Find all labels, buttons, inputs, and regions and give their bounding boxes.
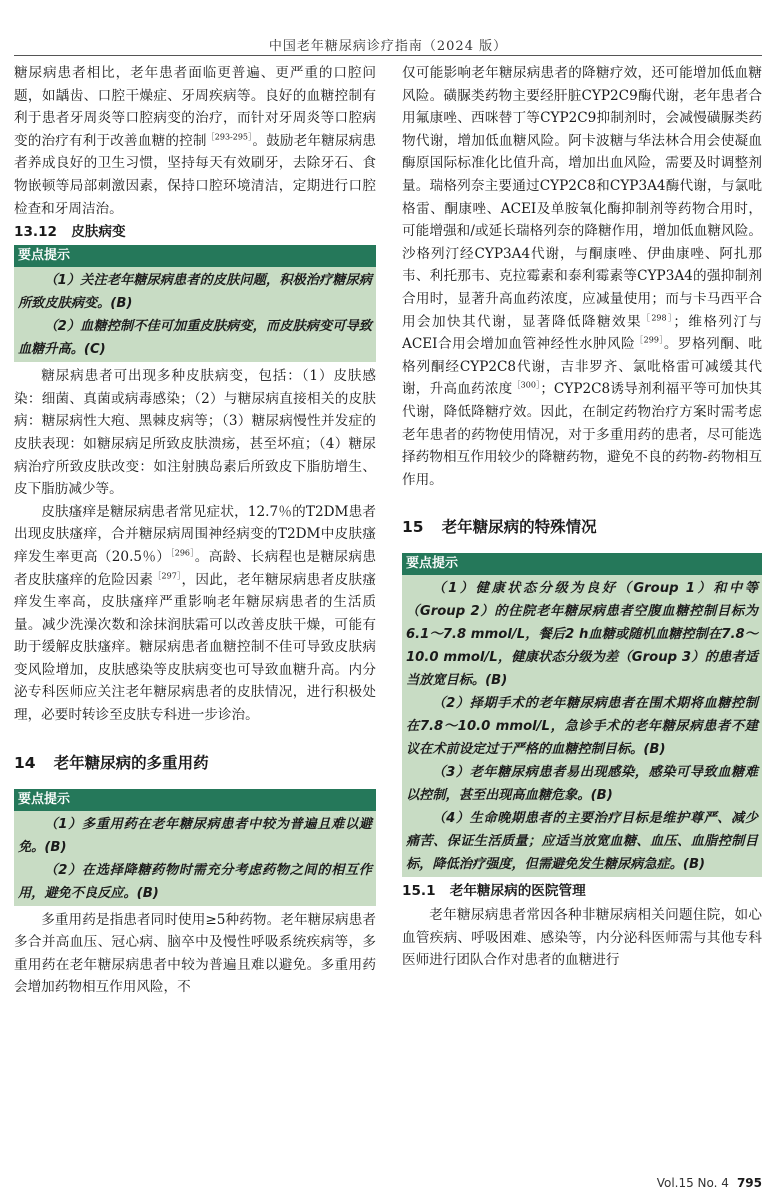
text-run: ；CYP2C8诱导剂利福平等可加快其代谢，降低降糖疗效。因此，在制定药物治疗方案时需考虑老年患者的药物使用情况，对于多重用药的患者，尽可能选择药物相互作用较少的降糖药物，避免不良的药物-药物相互作用。 — [402, 381, 762, 488]
text-run: 皮肤瘙痒是糖尿病患者常见症状，12.7％的T2DM患者出现皮肤瘙痒，合并糖尿病周围神经病变的T2DM中皮肤瘙痒发生率更高（20.5％） — [14, 503, 376, 565]
paragraph-skin-lesions: 糖尿病患者可出现多种皮肤病变，包括：（1）皮肤感染：细菌、真菌或病毒感染；（2）与糖尿病直接相关的皮肤病：糖尿病性大疱、黑棘皮病等；（3）糖尿病慢性并发症的皮肤表现：如糖尿病足所致皮肤溃疡，甚至坏疽；（4）糖尿病治疗所致皮肤改变：如注射胰岛素后所致皮下脂肪增生、皮下脂肪减少等。 — [14, 368, 376, 498]
key-points-title: 要点提示 — [14, 789, 376, 811]
paragraph-polypharmacy: 多重用药是指患者同时使用≥5种药物。老年糖尿病患者多合并高血压、冠心病、脑卒中及慢性呼吸系统疾病等，多重用药在老年糖尿病患者中较为普遍且难以避免。多重用药会增加药物相互作用风险，不 — [14, 911, 376, 996]
section-number: 15 — [402, 518, 424, 537]
paragraph-drug-interactions — [402, 62, 762, 491]
key-points-box-polypharmacy — [14, 789, 376, 906]
text-run: ；维格列汀与ACEI合用会增加血管神经性水肿风险 — [402, 313, 762, 353]
text-run: ，因此，老年糖尿病患者皮肤瘙痒发生率高，皮肤瘙痒严重影响老年糖尿病患者的生活质量。减少洗澡次数和涂抹润肤霜可以改善皮肤干燥，可能有助于缓解皮肤瘙痒。糖尿病患者血糖控制不佳可导致皮肤病变风险增加，皮肤感染等皮肤病变也可导致血糖升高。内分泌专科医师应关注老年糖尿病患者的皮肤情况，进行积极处理，必要时转诊至皮肤专科进一步诊治。 — [14, 571, 376, 724]
citation: ［293-295］ — [206, 132, 253, 142]
key-point-item: （1）多重用药在老年糖尿病患者中较为普遍且难以避免。(B) — [18, 816, 372, 855]
citation: ［299］ — [635, 335, 664, 345]
section-number: 13.12 — [14, 224, 57, 241]
key-points-box-skin — [14, 245, 376, 362]
paragraph-hospital-management: 老年糖尿病患者常因各种非糖尿病相关问题住院，如心血管疾病、呼吸困难、感染等，内分泌科医师需与其他专科医师进行团队合作对患者的血糖进行 — [402, 907, 762, 969]
section-title: 老年糖尿病的特殊情况 — [441, 518, 597, 537]
section-heading-15 — [402, 515, 762, 539]
citation: ［297］ — [153, 570, 182, 580]
text-run: 仅可能影响老年糖尿病患者的降糖疗效，还可能增加低血糖风险。磺脲类药物主要经肝脏CYP2C9酶代谢，老年患者合用氟康唑、西咪替丁等CYP2C9抑制剂时，会减慢磺脲类药物代谢，增加低血糖风险。阿卡波糖与华法林合用会使凝血酶原国际标准化比值升高，增加出血风险，需要及时调整剂量。瑞格列奈主要通过CYP2C8和CYP3A4酶代谢，与氯吡格雷、酮康唑、ACEI及单胺氧化酶抑制剂等药物合用时，可能增强和/或延长瑞格列奈的降糖作用，增加低血糖风险。沙格列汀经CYP3A4代谢，与酮康唑、伊曲康唑、阿扎那韦、利托那韦、克拉霉素和泰利霉素等CYP3A4的强抑制剂合用时，显著升高血药浓度，应减量使用；而与卡马西平合用会加快其代谢，显著降低降糖效果 — [402, 65, 762, 330]
key-points-title: 要点提示 — [14, 245, 376, 267]
paragraph-oral-health — [14, 62, 376, 220]
section-title: 老年糖尿病的多重用药 — [53, 753, 209, 772]
text-run: 。高龄、长病程也是糖尿病患者皮肤瘙痒的危险因素 — [14, 548, 376, 588]
key-point-item: （2）血糖控制不佳可加重皮肤病变，而皮肤病变可导致血糖升高。(C) — [18, 319, 372, 358]
key-point-item: （2）在选择降糖药物时需充分考虑药物之间的相互作用，避免不良反应。(B) — [18, 862, 372, 901]
text-run: 。罗格列酮、吡格列酮经CYP2C8代谢，吉非罗齐、氯吡格雷可减缓其代谢，升高血药浓度 — [402, 336, 762, 398]
text-run: 。鼓励老年糖尿病患者养成良好的卫生习惯，坚持每天有效刷牙，去除牙石、食物嵌顿等局部刺激因素，保持口腔环境清洁，定期进行口腔检查和牙周洁治。 — [14, 132, 376, 217]
subsection-heading-13-12 — [14, 221, 376, 243]
journal-volume: Vol.15 No. 4 — [656, 1176, 729, 1190]
text-run: 糖尿病患者相比，老年患者面临更普遍、更严重的口腔问题，如龋齿、口腔干燥症、牙周疾病等。良好的血糖控制有利于患者牙周炎等口腔病变的治疗，而针对牙周炎等口腔病变的治疗有利于改善血糖的控制 — [14, 65, 376, 149]
key-point-item: （3）老年糖尿病患者易出现感染，感染可导致血糖难以控制，甚至出现高血糖危象。(B) — [406, 765, 758, 804]
section-title: 老年糖尿病的医院管理 — [449, 883, 586, 900]
key-points-title: 要点提示 — [402, 553, 762, 575]
key-point-item: （1）关注老年糖尿病患者的皮肤问题，积极治疗糖尿病所致皮肤病变。(B) — [18, 273, 372, 312]
left-column — [14, 62, 376, 1172]
page-header — [0, 0, 776, 56]
section-heading-14 — [14, 751, 376, 775]
section-number: 15.1 — [402, 883, 436, 900]
right-column — [402, 62, 762, 1172]
citation: ［300］ — [512, 380, 541, 390]
running-title: 中国老年糖尿病诊疗指南（2024 版） — [268, 39, 508, 54]
key-points-body — [402, 575, 762, 877]
citation: ［296］ — [170, 548, 195, 558]
header-rule — [14, 55, 762, 56]
key-point-item: （1）健康状态分级为良好（Group 1）和中等（Group 2）的住院老年糖尿病患者空腹血糖控制目标为6.1～7.8 mmol/L，餐后2 h血糖或随机血糖控制在7.8～10.0 mmol/L，健康状态分级为差（Group 3）的患者适当放宽目标。(B) — [406, 581, 758, 689]
subsection-heading-15-1 — [402, 880, 762, 902]
key-points-box-special-situations — [402, 553, 762, 877]
page-number: 795 — [736, 1176, 762, 1190]
section-title: 皮肤病变 — [71, 224, 126, 241]
key-points-body — [14, 267, 376, 362]
section-number: 14 — [14, 753, 36, 772]
citation: ［298］ — [641, 313, 674, 322]
key-point-item: （2）择期手术的老年糖尿病患者在围术期将血糖控制在7.8～10.0 mmol/L，急诊手术的老年糖尿病患者不建议在术前设定过于严格的血糖控制目标。(B) — [406, 696, 758, 758]
paragraph-pruritus — [14, 501, 376, 727]
key-points-body — [14, 811, 376, 906]
page-footer — [657, 1176, 762, 1190]
key-point-item: （4）生命晚期患者的主要治疗目标是维护尊严、减少痛苦、保证生活质量；应适当放宽血糖、血压、血脂控制目标，降低治疗强度，但需避免发生糖尿病急症。(B) — [406, 811, 758, 873]
